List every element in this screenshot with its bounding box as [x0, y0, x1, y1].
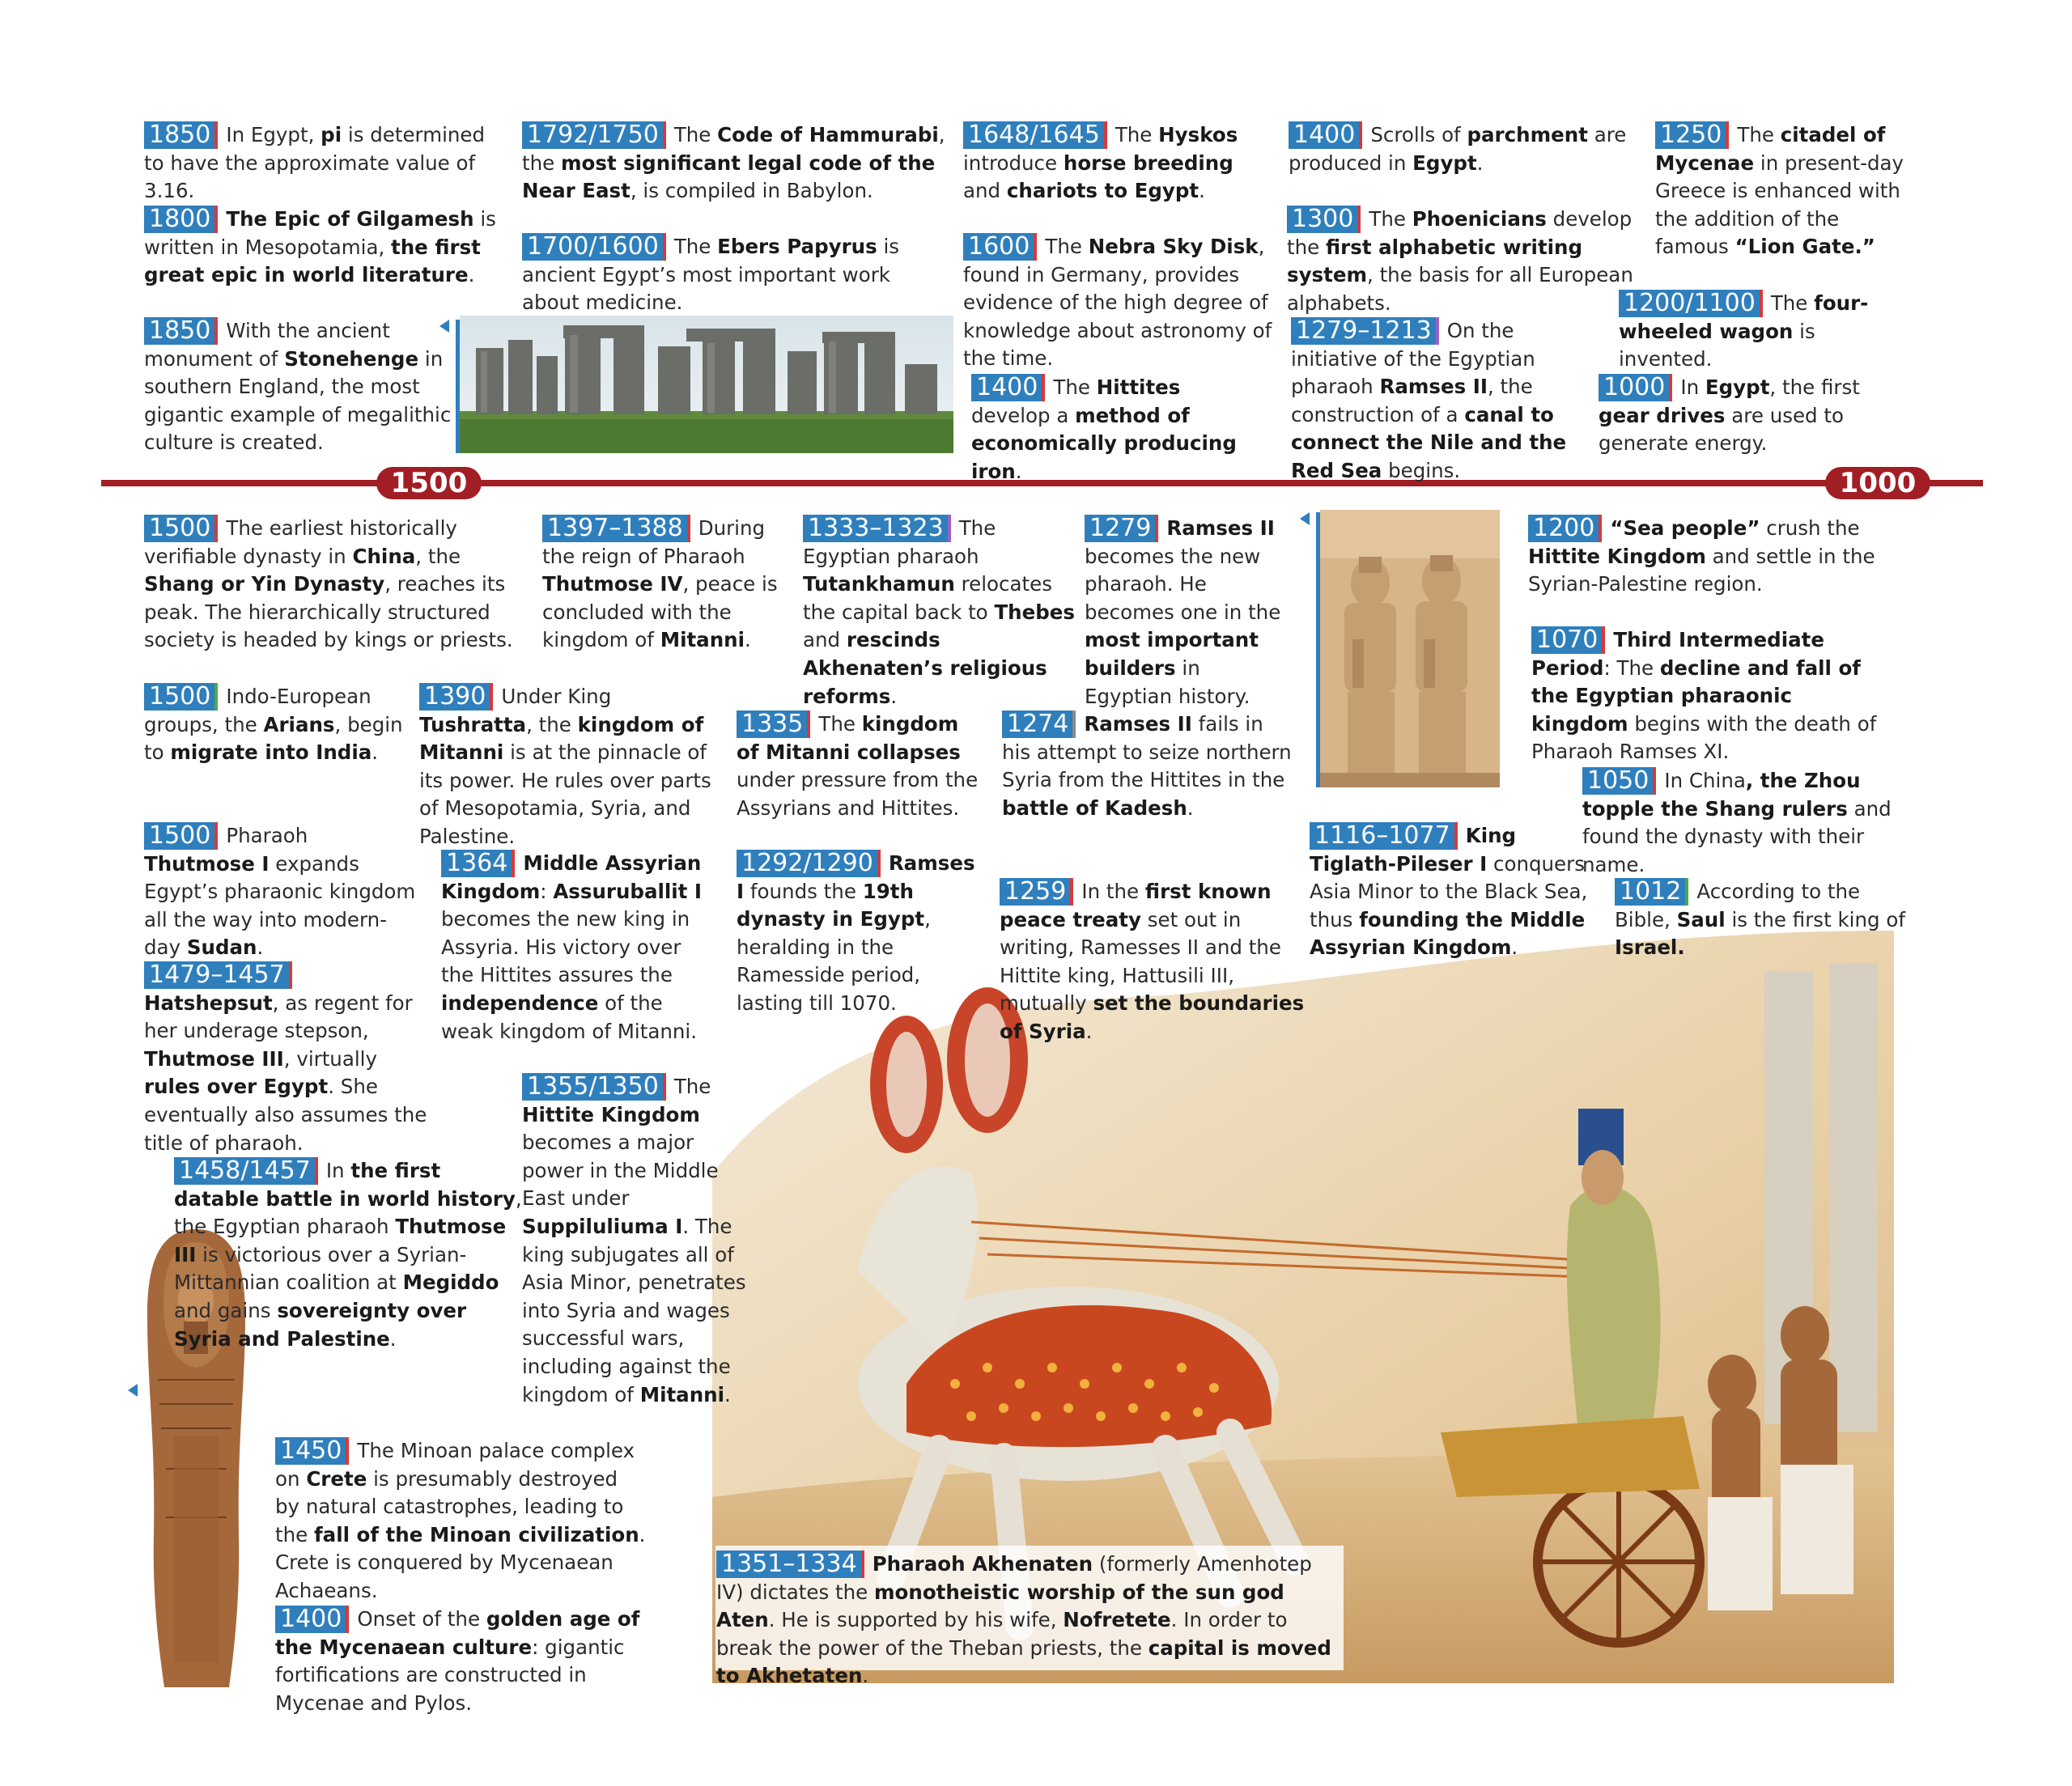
entry-1012: 1012 According to the Bible, Saul is the first king of Israel.: [1615, 877, 1905, 960]
entry-1279-canal: 1279–1213 On the initiative of the Egyptian pharaoh Ramses II, the construction of a canal to connect the Nile and the Red Sea begins.: [1291, 316, 1567, 482]
year-badge: 1012: [1615, 878, 1688, 906]
entry-1050: 1050 In China, the Zhou topple the Shang rulers and found the dynasty with their name.: [1582, 766, 1892, 876]
entry-1070: 1070 Third Intermediate Period: The decline and fall of the Egyptian pharaonic kingdom begins with the death of Pharaoh Ramses XI.: [1531, 626, 1877, 764]
entry-1274: 1274 Ramses II fails in his attempt to seize northern Syria from the Hittites in the battle of Kadesh.: [1002, 710, 1292, 820]
entry-1351: 1351–1334 Pharaoh Akhenaten (formerly Amenhotep IV) dictates the monotheistic worship of the sun god Aten. He is supported by his wife, Nofretete. In order to break the power of the Theban priests, the capital is moved to Akhetaten.: [716, 1550, 1331, 1688]
year-badge: 1500: [144, 822, 218, 850]
year-badge: 1279–1213: [1291, 317, 1439, 345]
entry-1200-sea-people: 1200 “Sea people” crush the Hittite Kingdom and settle in the Syrian-Palestine region.: [1528, 514, 1875, 596]
year-badge: 1292/1290: [737, 850, 881, 877]
entry-1500-thutmose: 1500 Pharaoh Thutmose I expands Egypt’s pharaonic kingdom all the way into modern-day Sudan.: [144, 821, 416, 960]
entry-1800: 1800 The Epic of Gilgamesh is written in Mesopotamia, the first great epic in world literature.: [144, 205, 496, 287]
entry-1000: 1000 In Egypt, the first gear drives are used to generate energy.: [1599, 373, 1860, 456]
entry-1700: 1700/1600 The Ebers Papyrus is ancient Egypt’s most important work about medicine.: [522, 232, 900, 315]
entry-1850-pi: 1850 In Egypt, pi is determined to have the approximate value of 3.16.: [144, 121, 486, 203]
entry-1200-wagon: 1200/1100 The four-wheeled wagon is invented.: [1619, 289, 1869, 371]
year-badge: 1400: [971, 374, 1045, 401]
entry-1300: 1300 The Phoenicians develop the first alphabetic writing system, the basis for all European alphabets.: [1287, 205, 1633, 315]
entry-1250: 1250 The citadel of Mycenae in present-day Greece is enhanced with the addition of the famous “Lion Gate.”: [1655, 121, 1904, 259]
year-badge: 1355/1350: [522, 1073, 666, 1101]
year-badge: 1800: [144, 206, 218, 233]
year-badge: 1500: [144, 683, 218, 711]
entry-1400-parchment: 1400 Scrolls of parchment are produced in Egypt.: [1289, 121, 1627, 175]
year-badge: 1700/1600: [522, 233, 666, 261]
year-badge: 1250: [1655, 121, 1729, 149]
year-badge: 1792/1750: [522, 121, 666, 149]
year-badge: 1400: [275, 1606, 349, 1633]
year-badge: 1450: [275, 1437, 349, 1465]
entry-1364: 1364 Middle Assyrian Kingdom: Assuruballit I becomes the new king in Assyria. His victory over the Hittites assures the independence of the weak kingdom of Mitanni.: [441, 849, 703, 1043]
entry-1450: 1450 The Minoan palace complex on Crete is presumably destroyed by natural catastrophes, leading to the fall of the Minoan civilization. Crete is conquered by Mycenaean Achaeans.: [275, 1436, 646, 1602]
entry-1792: 1792/1750 The Code of Hammurabi, the most significant legal code of the Near East, is compiled in Babylon.: [522, 121, 945, 203]
year-badge: 1070: [1531, 626, 1605, 654]
entry-1355: 1355/1350 The Hittite Kingdom becomes a major power in the Middle East under Suppiluliuma I. The king subjugates all of Asia Minor, penetrates into Syria and wages successful wars, including against the kingdom of Mitanni.: [522, 1072, 746, 1406]
year-badge: 1259: [1000, 878, 1073, 906]
entry-1390: 1390 Under King Tushratta, the kingdom of Mitanni is at the pinnacle of its power. He rules over parts of Mesopotamia, Syria, and Palestine.: [419, 682, 711, 848]
year-badge: 1335: [737, 711, 810, 738]
entry-1259: 1259 In the first known peace treaty set out in writing, Ramesses II and the Hittite king, Hattusili III, mutually set the boundaries of Syria.: [1000, 877, 1305, 1043]
entry-1397: 1397–1388 During the reign of Pharaoh Thutmose IV, peace is concluded with the kingdom of Mitanni.: [542, 514, 778, 652]
entry-1500-india: 1500 Indo-European groups, the Arians, begin to migrate into India.: [144, 682, 403, 765]
year-badge: 1300: [1287, 206, 1361, 233]
entry-1648: 1648/1645 The Hyskos introduce horse breeding and chariots to Egypt.: [963, 121, 1238, 203]
entry-1116: 1116–1077 King Tiglath-Pileser I conquers Asia Minor to the Black Sea, thus founding the Middle Assyrian Kingdom.: [1310, 821, 1588, 960]
year-badge: 1000: [1599, 374, 1672, 401]
year-badge: 1500: [144, 515, 218, 542]
pointer-marker: [1300, 512, 1310, 525]
year-badge: 1479–1457: [144, 961, 292, 989]
year-badge: 1600: [963, 233, 1037, 261]
year-badge: 1397–1388: [542, 515, 690, 542]
entry-1400-hittites: 1400 The Hittites develop a method of economically producing iron.: [971, 373, 1237, 483]
year-badge: 1050: [1582, 767, 1656, 795]
year-badge: 1400: [1289, 121, 1362, 149]
year-badge: 1200: [1528, 515, 1602, 542]
entry-1292: 1292/1290 Ramses I founds the 19th dynasty in Egypt, heralding in the Ramesside period, lasting till 1070.: [737, 849, 975, 1015]
entry-1600: 1600 The Nebra Sky Disk, found in Germany, provides evidence of the high degree of knowledge about astronomy of the time.: [963, 232, 1272, 371]
abu-simbel-photo: [1320, 510, 1500, 787]
year-badge: 1364: [441, 850, 515, 877]
timeline-label-1000: 1000: [1825, 467, 1930, 499]
year-badge: 1274: [1002, 711, 1076, 738]
year-badge: 1351–1334: [716, 1551, 864, 1578]
year-badge: 1333–1323: [803, 515, 951, 542]
entry-1850-stonehenge: 1850 With the ancient monument of Stonehenge in southern England, the most gigantic example of megalithic culture is created.: [144, 316, 452, 455]
year-badge: 1458/1457: [174, 1157, 318, 1185]
year-badge: 1850: [144, 317, 218, 345]
stonehenge-photo: [460, 316, 953, 453]
timeline-label-1500: 1500: [376, 467, 482, 499]
pointer-marker: [128, 1384, 138, 1397]
year-badge: 1390: [419, 683, 493, 711]
entry-1500-china: 1500 The earliest historically verifiable dynasty in China, the Shang or Yin Dynasty, reaches its peak. The hierarchically structured society is headed by kings or priests.: [144, 514, 513, 652]
entry-1479: 1479–1457Hatshepsut, as regent for her underage stepson, Thutmose III, virtually rules over Egypt. She eventually also assumes the title of pharaoh.: [144, 961, 427, 1155]
year-badge: 1850: [144, 121, 218, 149]
entry-1333: 1333–1323 The Egyptian pharaoh Tutankhamun relocates the capital back to Thebes and rescinds Akhenaten’s religious reforms.: [803, 514, 1075, 708]
entry-1335: 1335 The kingdom of Mitanni collapses under pressure from the Assyrians and Hittites.: [737, 710, 979, 820]
year-badge: 1648/1645: [963, 121, 1107, 149]
entry-1279-ramses: 1279 Ramses II becomes the new pharaoh. He becomes one in the most important builders in Egyptian history.: [1085, 514, 1281, 708]
year-badge: 1116–1077: [1310, 822, 1458, 850]
year-badge: 1279: [1085, 515, 1158, 542]
entry-1400-mycenae: 1400 Onset of the golden age of the Mycenaean culture: gigantic fortifications are constructed in Mycenae and Pylos.: [275, 1605, 640, 1715]
year-badge: 1200/1100: [1619, 290, 1763, 317]
entry-1458: 1458/1457 In the first datable battle in world history, the Egyptian pharaoh Thutmose III is victorious over a Syrian-Mittannian coalition at Megiddo and gains sovereignty over Syria and Palestine.: [174, 1156, 522, 1351]
